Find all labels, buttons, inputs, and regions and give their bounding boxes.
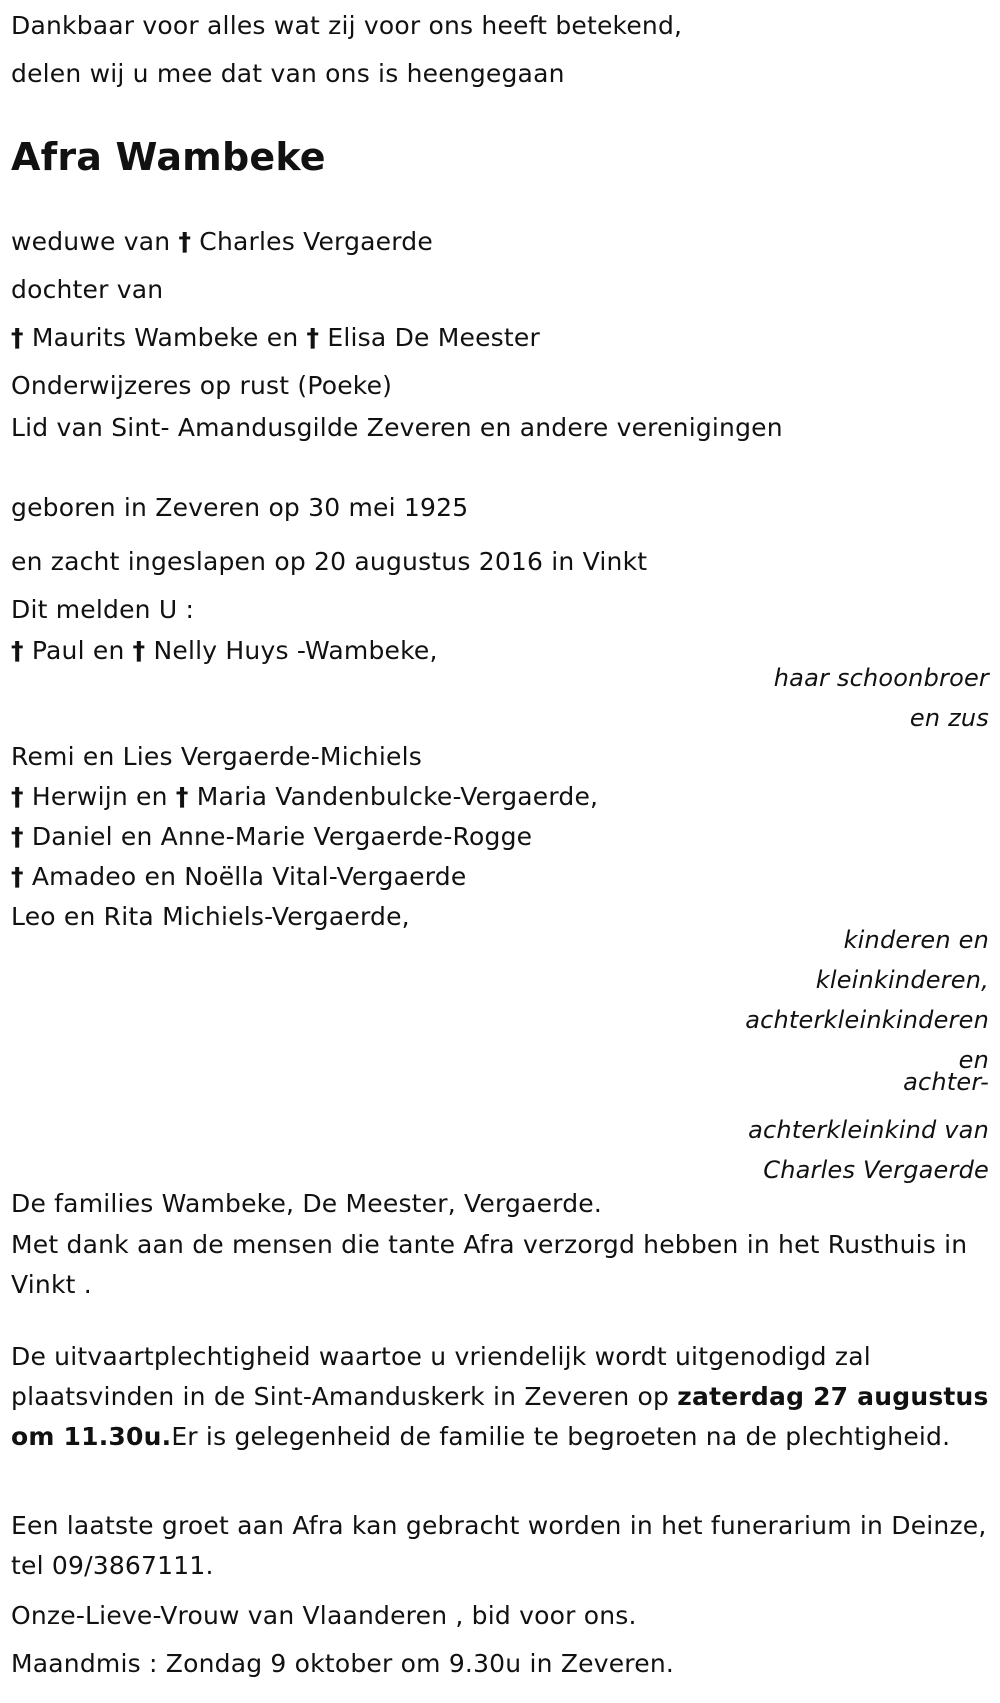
child-2-name-2: Maria Vandenbulcke-Vergaerde, [196,782,599,811]
parents-line [11,322,540,354]
membership: Lid van Sint- Amandusgilde Zeveren en andere verenigingen [11,413,783,442]
deceased-name: Afra Wambeke [11,135,326,179]
children-relation-5: achter- [903,1068,989,1096]
death-line: en zacht ingeslapen op 20 augustus 2016 in Vinkt [11,547,648,576]
cross-icon: † [11,636,24,665]
child-2-name-1: Herwijn [31,782,128,811]
intro-line-2: delen wij u mee dat van ons is heengegaan [11,59,565,88]
sibling-name-2: Nelly Huys -Wambeke, [153,636,438,665]
birth-line: geboren in Zeveren op 30 mei 1925 [11,493,469,522]
occupation: Onderwijzeres op rust (Poeke) [11,371,393,400]
child-line-2 [11,781,598,813]
sibling-name-1: Paul [31,636,85,665]
siblings-line [11,635,438,667]
siblings-relation-1: haar schoonbroer [773,664,989,692]
children-relation-7: Charles Vergaerde [763,1156,989,1184]
funeral-paragraph [11,1337,996,1457]
child-3-names: Daniel en Anne-Marie Vergaerde-Rogge [31,822,533,851]
spouse-prefix: weduwe van [11,227,179,256]
mother-name: Elisa De Meester [327,323,540,352]
month-mass-line: Maandmis : Zondag 9 oktober om 9.30u in Zeveren. [11,1649,675,1678]
cross-icon: † [178,227,192,256]
cross-icon: † [11,862,24,891]
children-relation-6: achterkleinkind van [748,1116,989,1144]
children-relation-2: kleinkinderen, [815,966,989,994]
cross-icon: † [11,323,24,352]
child-line-3 [11,821,532,853]
siblings-relation-2: en zus [909,704,989,732]
child-2-joiner: en [127,782,176,811]
last-greeting-paragraph: Een laatste groet aan Afra kan gebracht worden in het funerarium in Deinze, tel 09/3867111. [11,1511,987,1580]
spouse-name: Charles Vergaerde [199,227,433,256]
child-4-names: Amadeo en Noëlla Vital-Vergaerde [31,862,467,891]
prayer-line: Onze-Lieve-Vrouw van Vlaanderen , bid voor ons. [11,1601,637,1630]
families-line: De families Wambeke, De Meester, Vergaerde. [11,1189,603,1218]
funeral-text-1: De uitvaartplechtigheid waartoe u vriendelijk wordt uitgenodigd zal plaatsvinden in de Sint-Amanduskerk in Zeveren op [11,1342,871,1411]
cross-icon: † [175,782,189,811]
siblings-joiner: en [84,636,133,665]
children-relation-4: en [958,1046,989,1074]
daughter-of-label: dochter van [11,275,164,304]
cross-icon: † [11,782,24,811]
child-line-5: Leo en Rita Michiels-Vergaerde, [11,902,410,931]
spouse-line [11,226,433,258]
parents-joiner: en [258,323,307,352]
cross-icon: † [132,636,146,665]
intro-line-1: Dankbaar voor alles wat zij voor ons heeft betekend, [11,11,683,40]
children-relation-1: kinderen en [843,926,989,954]
funeral-text-2: Er is gelegenheid de familie te begroeten na de plechtigheid. [171,1422,951,1451]
cross-icon: † [11,822,24,851]
funeral-date-time: zaterdag 27 augustus om 11.30u. [11,1382,989,1451]
child-line-4 [11,861,466,893]
children-relation-3: achterkleinkinderen [745,1006,989,1034]
father-name: Maurits Wambeke [31,323,259,352]
cross-icon: † [306,323,320,352]
child-line-1: Remi en Lies Vergaerde-Michiels [11,742,422,771]
thanks-paragraph: Met dank aan de mensen die tante Afra verzorgd hebben in het Rusthuis in Vinkt . [11,1230,968,1299]
announce-label: Dit melden U : [11,595,195,624]
